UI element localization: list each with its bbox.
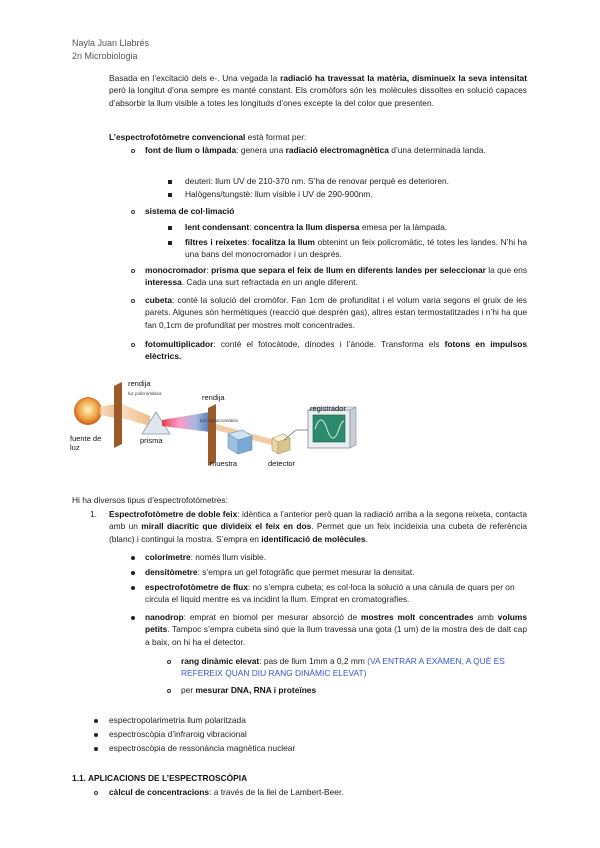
cuvette-text: : conté la solució del cromòfor. Fan 1cm de profunditat i el volum varia segons el gruix de les parets. Algunes són hermètiques (reacció que desprèn gas), altres estan termostatitzades i n’hi ha que fan 0,1cm de profunditat per mostres molt concentrades. — [145, 295, 527, 330]
intro-bold-1: radiació ha travessat la matèria, disminueix la seva intensitat — [280, 73, 527, 83]
types-intro: Hi ha diversos tipus d’espectrofotòmetres: — [72, 495, 228, 505]
bullet-square — [168, 226, 172, 230]
slit-1 — [114, 382, 122, 448]
bullet-dot — [131, 586, 135, 590]
item-double-beam — [109, 508, 527, 545]
item-light-source — [145, 144, 527, 156]
nanodrop-text-1: : emprat en biomol per mesurar absorció de — [183, 612, 362, 622]
dynamic-range-text: : pas de llum 1mm a 0,2 mm — [259, 656, 368, 666]
item-nanodrop — [145, 611, 527, 648]
lamp-bulb — [74, 397, 102, 425]
item-deuterium: deuteri: llum UV de 210-370 nm. S’ha de renovar perquè es deterioren. — [185, 176, 449, 186]
bullet-square — [168, 180, 172, 184]
item-measure — [181, 684, 527, 696]
list-number-1: 1. — [90, 509, 97, 519]
photomult-bold-2: fotons en impulsos elèctrics. — [145, 339, 527, 362]
flow-text: : no s’empra cubeta; es col·loca la solució a una cànula de quars per on circula el líquid mentre es va incidint la llum. Emprat en cromatografies. — [145, 582, 515, 605]
label-sample: muestra — [210, 459, 238, 468]
densitometer-title: densitòmetre — [145, 567, 198, 577]
photomult-title: fotomultiplicador — [145, 339, 214, 349]
bullet-dot — [131, 571, 135, 575]
conv-bold: L’espectrofotòmetre convencional — [109, 132, 246, 142]
recorder-screen — [313, 415, 345, 442]
bullet-dot — [131, 556, 135, 560]
nanodrop-title: nanodrop — [145, 612, 184, 622]
label-slit-1: rendija — [128, 379, 151, 388]
other-method-1: espectropolarimetria llum polaritzada — [109, 715, 246, 725]
label-detector: detector — [268, 459, 296, 468]
bullet-dot — [94, 747, 98, 751]
double-beam-text-3: . — [365, 533, 368, 544]
collimation-title: sistema de col·limació — [145, 206, 235, 216]
lens-title: lent condensant — [185, 222, 250, 232]
item-lens — [185, 221, 527, 233]
label-prism: prisma — [140, 436, 163, 445]
bullet-circle — [94, 791, 98, 795]
exam-note: (VA ENTRAR A EXAMEN, A QUÈ ES REFEREIX QUAN DIU RANG DINÀMIC ELEVAT) — [181, 656, 505, 679]
double-beam-text-1: : idèntica a l’anterior però quan la radiació arriba a la segona reixeta, contacta amb un — [109, 509, 527, 532]
item-colorimeter — [145, 551, 527, 563]
label-slit-2: rendija — [202, 393, 225, 402]
conv-text: està format per: — [245, 132, 307, 142]
bullet-circle — [167, 689, 171, 693]
item-concentration — [109, 786, 527, 798]
bullet-circle — [167, 660, 171, 664]
flow-title: espectrofotòmetre de flux — [145, 582, 248, 592]
label-recorder: registrador — [310, 404, 346, 413]
other-method-2: espectroscòpia d’infraroig vibracional — [109, 729, 247, 739]
concentration-text: : a través de la llei de Lambert-Beer. — [209, 787, 344, 797]
double-beam-bold-3: identificació de molècules — [261, 533, 366, 544]
double-beam-bold-2: mirall diacrític que divideix el feix en dos — [141, 521, 312, 532]
mono-text-3: . Cada una surt refractada en un angle diferent. — [181, 277, 358, 288]
item-photomultiplier — [145, 338, 527, 363]
label-light-source: fuente de luz — [70, 434, 102, 452]
nanodrop-text-3: . Tampoc s’empra cubeta sinó que la llum travessa una gota (1 um) de la mostra des de dalt cap a baix, on hi ha el detector. — [145, 624, 527, 647]
other-method-3: espectroscòpia de ressonància magnètica nuclear — [109, 743, 296, 753]
lens-text-1: : — [249, 222, 254, 232]
bullet-dot — [94, 719, 98, 723]
item-monochromator — [145, 264, 527, 289]
measure-text: per — [181, 685, 196, 695]
light-source-text-2: d’una determinada landa. — [388, 145, 486, 155]
bullet-circle — [131, 299, 135, 303]
filters-bold-2: focalitza la llum — [252, 237, 315, 247]
label-polychromatic: luz policromática — [128, 391, 162, 396]
bullet-square — [168, 241, 172, 245]
author-name: Nayla Juan Llabrés — [72, 38, 150, 48]
bullet-square — [168, 193, 172, 197]
densitometer-text: : s’empra un gel fotogràfic que permet mesurar la densitat. — [197, 567, 415, 577]
spectrophotometer-diagram — [70, 374, 370, 476]
bullet-circle — [131, 269, 135, 273]
item-densitometer — [145, 566, 527, 578]
double-beam-text-2: . Permet que un feix incideixia una cubeta de referència (blanc) i contingui la mostra. S’empra en — [109, 521, 527, 544]
intro-paragraph — [109, 72, 527, 109]
photomult-text: : conté el fotocàtode, dínodes i l’ànode. Transforma els — [213, 339, 445, 349]
filters-text-1: : — [247, 237, 253, 247]
item-flow — [145, 581, 527, 606]
intro-text-2: però la longitut d’ona sempre es manté constant. Els cromòfors són les molècules dissoltes en solució capaces d’absorbir la llum visible a totes les longituds d’ones excepte la del color que presenten. — [109, 85, 527, 108]
mono-bold-3: interessa — [145, 277, 182, 288]
slit-2 — [208, 404, 216, 466]
concentration-title: càlcul de concentracions — [109, 787, 210, 797]
colorimeter-text: : només llum visible. — [190, 552, 267, 562]
lens-bold-2: concentra la llum dispersa — [253, 222, 360, 232]
light-source-text-1: : genera una — [236, 145, 286, 155]
mono-text-2: la que ens — [485, 265, 528, 275]
colorimeter-title: colorímetre — [145, 552, 191, 562]
nanodrop-bold-2: mostres molt concentrades — [361, 612, 474, 622]
bullet-dot — [131, 616, 135, 620]
filters-title: filtres i reixetes — [185, 237, 248, 247]
label-monochromatic: luz monocromática — [200, 418, 238, 423]
conventional-intro — [109, 131, 527, 143]
section-heading: 1.1. APLICACIONS DE L’ESPECTROSCÒPIA — [72, 773, 248, 783]
light-source-bold-2: radiació electromagnètica — [285, 145, 389, 155]
measure-bold: mesurar DNA, RNA i proteïnes — [195, 685, 317, 695]
mono-text-1: : — [206, 265, 212, 275]
course-name: 2n Microbiologia — [72, 51, 138, 61]
double-beam-title: Espectrofotòmetre de doble feix — [109, 509, 238, 519]
nanodrop-bold-3: volums petits — [145, 612, 527, 635]
nanodrop-text-2: amb — [473, 612, 498, 622]
item-cuvette — [145, 294, 527, 331]
bullet-dot — [94, 733, 98, 737]
dynamic-range-title: rang dinàmic elevat — [181, 656, 260, 666]
item-halogens: Halògens/tungstè: llum visible i UV de 290-900nm. — [185, 189, 373, 199]
item-dynamic-range — [181, 655, 527, 680]
bullet-circle — [131, 149, 135, 153]
intro-text-1: Basada en l’excitació dels e-. Una vegada la — [109, 73, 281, 83]
lens-text-2: emesa per la làmpada. — [359, 222, 448, 232]
mono-title: monocromador — [145, 265, 207, 275]
bullet-circle — [131, 343, 135, 347]
light-source-title: font de llum o làmpada — [145, 145, 237, 155]
filters-text-2: obtenint un feix policromàtic, té totes les landes. N’hi ha una bans del monocromador i un després. — [185, 237, 527, 260]
bullet-circle — [131, 210, 135, 214]
cuvette-title: cubeta — [145, 295, 172, 305]
mono-bold-2: prisma que separa el feix de llum en diferents landes per seleccionar — [211, 265, 486, 275]
item-filters — [185, 236, 527, 261]
item-collimation — [145, 205, 527, 217]
